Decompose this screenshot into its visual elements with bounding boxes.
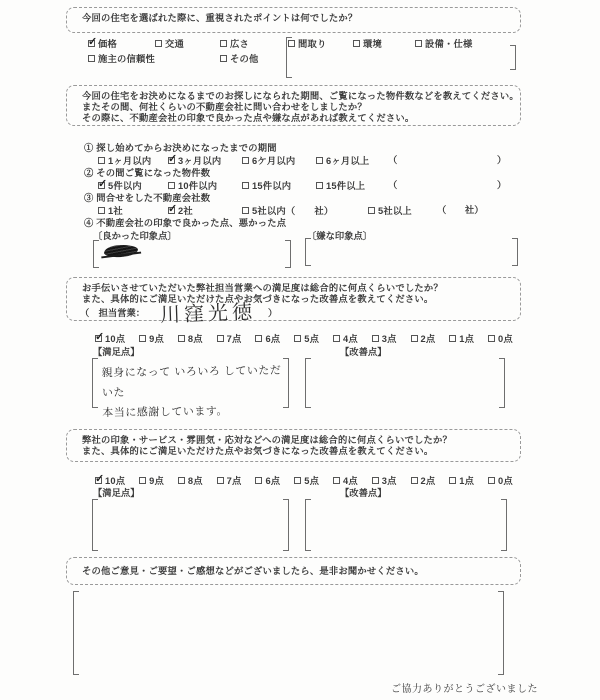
handwritten-agent-name: 川窪光徳 [159, 301, 257, 327]
checkbox-icon [294, 335, 301, 342]
checkbox-icon [411, 477, 418, 484]
q1-option-equipment[interactable]: 設備・仕様 [415, 36, 473, 50]
q1-question-box [66, 7, 521, 33]
checkbox-icon [98, 182, 105, 189]
q3-score-5[interactable]: 5点 [294, 331, 319, 345]
q2-sub1-paren-close: ） [497, 155, 507, 165]
q3-intro-line1: お手伝いさせていただいた弊社担当営業への満足度は総合的に何点くらいでしたか？ [82, 283, 443, 293]
q1-option-size[interactable]: 広さ [220, 36, 249, 50]
checkbox-icon [95, 477, 102, 484]
checkbox-icon [155, 40, 162, 47]
q3-improvement-label: 【改善点】 [340, 347, 387, 357]
q2-question-box [66, 85, 521, 126]
q5-question-box [66, 557, 521, 585]
q4-intro-line1: 弊社の印象・サービス・雰囲気・応対などへの満足度は総合的に何点くらいでしたか？ [82, 435, 453, 445]
checkbox-icon [139, 335, 146, 342]
q2-sub4-bad-label: 〔嫌な印象点〕 [307, 231, 373, 241]
q2-sub2-option-over15[interactable]: 15件以上 [316, 178, 365, 192]
q1-option-other[interactable]: その他 [220, 51, 259, 65]
q4-score-3[interactable]: 3点 [372, 473, 397, 487]
checkbox-icon [98, 207, 105, 214]
q2-sub4-title: ④ 不動産会社の印象で良かった点、悪かった点 [84, 218, 287, 228]
checkbox-icon [95, 335, 102, 342]
checkbox-icon [316, 157, 323, 164]
checkbox-icon [411, 335, 418, 342]
q2-intro-line1: 今回の住宅をお決めになるまでのお探しになられた期間、ご覧になった物件数などを教えてください。 [82, 91, 519, 101]
q4-score-2[interactable]: 2点 [411, 473, 436, 487]
q2-sub4-good-label: 〔良かった印象点〕 [93, 231, 177, 241]
q3-score-0[interactable]: 0点 [488, 331, 513, 345]
checkbox-icon [217, 335, 224, 342]
q2-sub1-option-over6months[interactable]: 6ヶ月以上 [316, 153, 369, 167]
checkbox-icon [168, 182, 175, 189]
q2-sub2-option-5[interactable]: ✓ 5件以内 [98, 178, 142, 192]
q4-score-6[interactable]: 6点 [255, 473, 280, 487]
q3-score-1[interactable]: 1点 [449, 331, 474, 345]
checkbox-icon [316, 182, 323, 189]
q4-improvement-writein-box [305, 499, 507, 551]
checkbox-icon [220, 55, 227, 62]
checkbox-icon [168, 157, 175, 164]
checkbox-icon [255, 477, 262, 484]
checkbox-icon [242, 182, 249, 189]
checkbox-icon [353, 40, 360, 47]
checkbox-icon [88, 55, 95, 62]
q3-satisfaction-label: 【満足点】 [93, 347, 140, 357]
q3-score-9[interactable]: 9点 [139, 331, 164, 345]
q1-option-transport[interactable]: 交通 [155, 36, 184, 50]
q4-score-0[interactable]: 0点 [488, 473, 513, 487]
checkbox-icon [88, 40, 95, 47]
q5-question-text: その他ご意見・ご要望・ご感想などがございましたら、是非お聞かせください。 [82, 566, 424, 576]
q3-agent-paren-close: ） [268, 308, 278, 318]
q2-sub4-bad-writein-box [305, 238, 518, 266]
q2-sub2-paren-close: ） [497, 180, 507, 190]
checkbox-icon [488, 335, 495, 342]
q2-sub1-option-6months[interactable]: 6ケ月以内 [242, 153, 295, 167]
checkbox-icon [488, 477, 495, 484]
checkbox-icon [368, 207, 375, 214]
q3-score-4[interactable]: 4点 [333, 331, 358, 345]
q2-sub3-title: ③ 問合せをした不動産会社数 [84, 193, 211, 203]
q2-sub1-title: ① 探し始めてからお決めになったまでの期間 [84, 143, 277, 153]
q3-score-2[interactable]: 2点 [411, 331, 436, 345]
q1-option-layout[interactable]: 間取り [288, 36, 327, 50]
q3-score-row [95, 331, 513, 345]
q3-score-8[interactable]: 8点 [178, 331, 203, 345]
q2-sub1-option-1month[interactable]: 1ヶ月以内 [98, 153, 151, 167]
q3-agent-prefix: （ 担当営業： [80, 308, 146, 318]
q2-sub3-trailing-paren: （ 社） [437, 205, 484, 215]
q3-score-7[interactable]: 7点 [217, 331, 242, 345]
checkbox-icon [217, 477, 224, 484]
checkbox-icon [333, 335, 340, 342]
q4-improvement-label: 【改善点】 [340, 488, 387, 498]
q4-intro-line2: また、具体的にご満足いただけた点やお気づきになった改善点を教えてください。 [82, 446, 434, 456]
checkbox-icon [178, 335, 185, 342]
checkbox-icon [449, 477, 456, 484]
checkbox-icon [178, 477, 185, 484]
q4-score-row [95, 473, 513, 487]
q4-score-1[interactable]: 1点 [449, 473, 474, 487]
q1-other-writein-bracket-left [286, 37, 292, 78]
q2-intro-line2: またその間、何社くらいの不動産会社に問い合わせをしましたか？ [82, 102, 367, 112]
q1-other-writein-bracket-right [510, 45, 516, 70]
q2-sub3-option-1company[interactable]: 1社 [98, 203, 123, 217]
q4-satisfaction-writein-box [92, 499, 289, 551]
handwritten-satisfaction-comment: 親身になって いろいろ していただいた 本当に感謝しています。 [101, 364, 282, 420]
q4-question-box [66, 429, 521, 462]
q1-option-price[interactable]: ✓ 価格 [88, 36, 117, 50]
q2-sub2-option-15[interactable]: 15件以内 [242, 178, 291, 192]
checkbox-icon [372, 477, 379, 484]
q4-score-8[interactable]: 8点 [178, 473, 203, 487]
checkbox-icon [294, 477, 301, 484]
q4-score-10[interactable]: ✓ 10点 [95, 473, 125, 487]
q3-improvement-writein-box [305, 358, 505, 408]
q2-sub3-option-within5[interactable]: 5社以内（ 社） [242, 203, 333, 217]
q4-score-4[interactable]: 4点 [333, 473, 358, 487]
checkbox-icon [242, 207, 249, 214]
q3-score-6[interactable]: 6点 [255, 331, 280, 345]
q1-option-owner-trust[interactable]: 施主の信頼性 [88, 51, 155, 65]
checkbox-icon [168, 207, 175, 214]
checkbox-icon [220, 40, 227, 47]
q2-sub3-option-over5[interactable]: 5社以上 [368, 203, 412, 217]
q2-sub1-option-3months[interactable]: ✓ 3ヶ月以内 [168, 153, 221, 167]
checkbox-icon [449, 335, 456, 342]
q5-writein-box [73, 591, 504, 675]
checkbox-icon [255, 335, 262, 342]
q4-score-7[interactable]: 7点 [217, 473, 242, 487]
q3-score-10[interactable]: ✓ 10点 [95, 331, 125, 345]
q1-option-environment[interactable]: 環境 [353, 36, 382, 50]
q2-sub2-paren-open: （ [388, 180, 398, 190]
checkbox-icon [139, 477, 146, 484]
footer-thanks-text: ご協力ありがとうございました [391, 684, 538, 695]
q2-intro-line3: その際に、不動産会社の印象で良かった点や嫌な点があれば教えてください。 [82, 113, 415, 123]
checkbox-icon [98, 157, 105, 164]
q4-score-9[interactable]: 9点 [139, 473, 164, 487]
q2-sub2-title: ② その間ご覧になった物件数 [84, 168, 211, 178]
q2-sub2-option-10[interactable]: 10件以内 [168, 178, 217, 192]
q3-intro-line2: また、具体的にご満足いただけた点やお気づきになった改善点を教えてください。 [82, 294, 434, 304]
q1-question-text: 今回の住宅を選ばれた際に、重視されたポイントは何でしたか？ [82, 13, 358, 23]
checkbox-icon [333, 477, 340, 484]
checkbox-icon [415, 40, 422, 47]
checkbox-icon [242, 157, 249, 164]
q2-sub1-paren-open: （ [388, 155, 398, 165]
q4-score-5[interactable]: 5点 [294, 473, 319, 487]
q4-satisfaction-label: 【満足点】 [93, 488, 140, 498]
q3-score-3[interactable]: 3点 [372, 331, 397, 345]
checkbox-icon [372, 335, 379, 342]
q2-sub3-option-2companies[interactable]: ✓ 2社 [168, 203, 193, 217]
